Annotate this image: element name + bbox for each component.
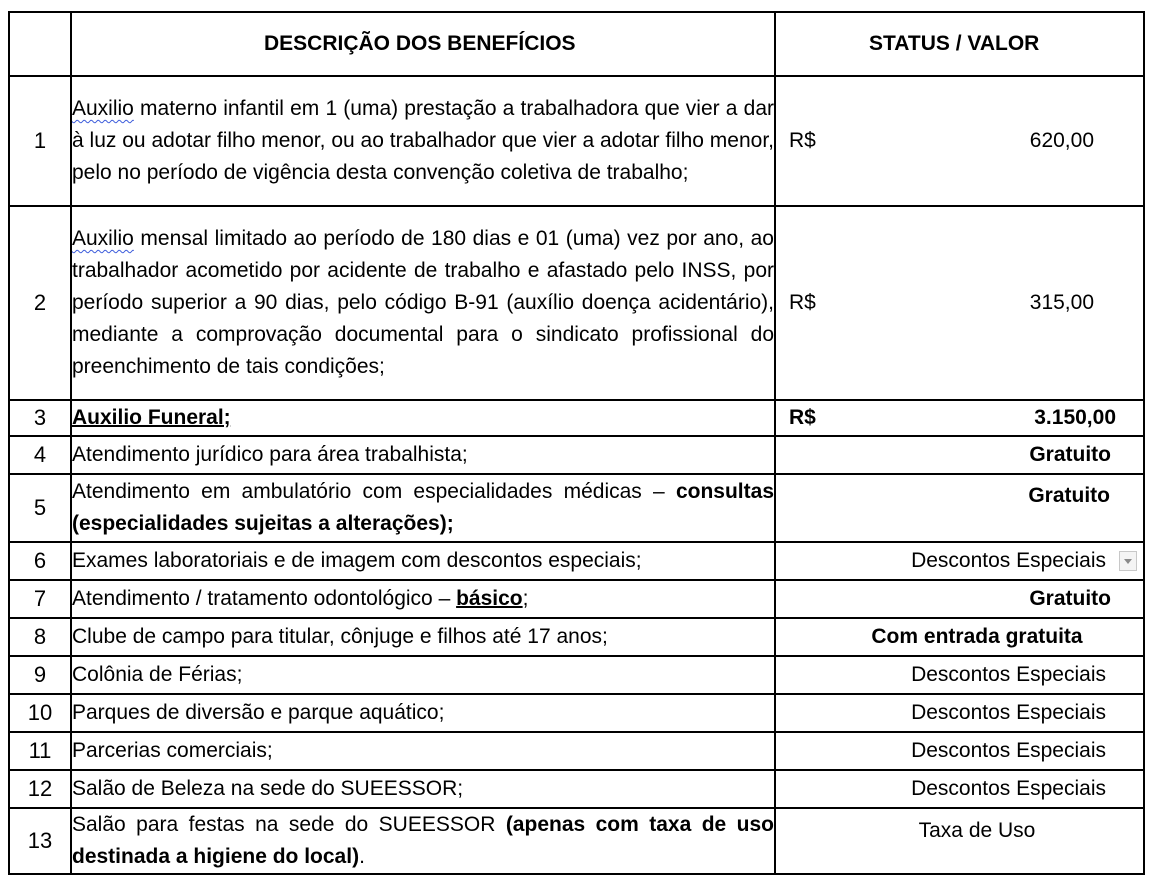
row-number: 3 bbox=[9, 400, 71, 436]
description-bold-text: básico bbox=[456, 587, 523, 610]
status-text: Taxa de Uso bbox=[918, 819, 1036, 842]
row-value bbox=[775, 436, 1144, 474]
row-number: 11 bbox=[9, 732, 71, 770]
row-description bbox=[71, 400, 775, 436]
table-row bbox=[9, 76, 1144, 206]
table-header-row bbox=[9, 12, 1144, 76]
description-end: ; bbox=[522, 587, 529, 610]
row-number: 4 bbox=[9, 436, 71, 474]
row-value bbox=[775, 618, 1144, 656]
row-number: 7 bbox=[9, 580, 71, 618]
description-text: Atendimento em ambulatório com especialidades médicas – bbox=[72, 480, 676, 503]
amount: 3.150,00 bbox=[1034, 406, 1116, 429]
table-row bbox=[9, 656, 1144, 694]
row-description: Exames laboratoriais e de imagem com descontos especiais; bbox=[71, 542, 775, 580]
description-bold-text: consultas (especialidades sujeitas a alterações); bbox=[72, 480, 774, 535]
description-text: materno infantil em 1 (uma) prestação a trabalhadora que vier a dar à luz ou adotar filho menor, ou ao trabalhador que vier a adotar filho menor, pelo no período de vigência desta convenção coletiva de trabalho; bbox=[72, 97, 774, 184]
status-text: Descontos Especiais bbox=[911, 739, 1106, 762]
row-description: Atendimento jurídico para área trabalhista; bbox=[71, 436, 775, 474]
status-text: Gratuito bbox=[1028, 484, 1110, 507]
status-text: Descontos Especiais bbox=[911, 549, 1106, 572]
row-description bbox=[71, 206, 775, 400]
row-value bbox=[775, 694, 1144, 732]
row-value bbox=[775, 206, 1144, 400]
row-number: 6 bbox=[9, 542, 71, 580]
status-text: Descontos Especiais bbox=[911, 777, 1106, 800]
table-row bbox=[9, 808, 1144, 874]
table-row bbox=[9, 732, 1144, 770]
row-number: 8 bbox=[9, 618, 71, 656]
row-description bbox=[71, 808, 775, 874]
row-number: 1 bbox=[9, 76, 71, 206]
row-value bbox=[775, 808, 1144, 874]
row-number: 13 bbox=[9, 808, 71, 874]
benefits-table bbox=[8, 11, 1145, 875]
row-value bbox=[775, 400, 1144, 436]
status-text: Gratuito bbox=[1029, 587, 1111, 610]
row-description bbox=[71, 474, 775, 542]
row-description: Parcerias comerciais; bbox=[71, 732, 775, 770]
row-value bbox=[775, 732, 1144, 770]
row-description: Salão de Beleza na sede do SUEESSOR; bbox=[71, 770, 775, 808]
table-row bbox=[9, 580, 1144, 618]
header-description: DESCRIÇÃO DOS BENEFÍCIOS bbox=[71, 12, 775, 76]
status-text: Com entrada gratuita bbox=[871, 625, 1083, 648]
dropdown-arrow-icon[interactable] bbox=[1119, 551, 1137, 571]
description-bold-text: (apenas com taxa de uso destinada a higiene do local) bbox=[72, 813, 774, 868]
row-value bbox=[775, 542, 1144, 580]
header-num-cell bbox=[9, 12, 71, 76]
description-text: mensal limitado ao período de 180 dias e 01 (uma) vez por ano, ao trabalhador acometido por acidente de trabalho e afastado pelo INSS, por período superior a 90 dias, pelo código B-91 (auxílio doença acidentário), mediante a comprovação documental para o sindicato profissional do preenchimento de tais condições; bbox=[72, 227, 774, 378]
status-text: Descontos Especiais bbox=[911, 663, 1106, 686]
table-row bbox=[9, 618, 1144, 656]
row-number: 12 bbox=[9, 770, 71, 808]
amount: 620,00 bbox=[1029, 129, 1094, 152]
row-number: 9 bbox=[9, 656, 71, 694]
status-text: Descontos Especiais bbox=[911, 701, 1106, 724]
row-value bbox=[775, 474, 1144, 542]
row-description: Colônia de Férias; bbox=[71, 656, 775, 694]
description-end: . bbox=[359, 845, 365, 868]
table-row bbox=[9, 770, 1144, 808]
row-description bbox=[71, 580, 775, 618]
row-description: Parques de diversão e parque aquático; bbox=[71, 694, 775, 732]
row-value bbox=[775, 580, 1144, 618]
row-description bbox=[71, 76, 775, 206]
description-text: Salão para festas na sede do SUEESSOR bbox=[72, 813, 506, 836]
row-number: 5 bbox=[9, 474, 71, 542]
currency-label: R$ bbox=[789, 291, 816, 314]
row-value bbox=[775, 770, 1144, 808]
spellcheck-word[interactable]: Auxilio bbox=[72, 97, 134, 120]
row-number: 10 bbox=[9, 694, 71, 732]
currency-label: R$ bbox=[789, 129, 816, 152]
spellcheck-word[interactable]: Auxilio bbox=[72, 227, 134, 250]
currency-label: R$ bbox=[789, 406, 816, 429]
row-description: Clube de campo para titular, cônjuge e filhos até 17 anos; bbox=[71, 618, 775, 656]
description-text: Atendimento / tratamento odontológico – bbox=[72, 587, 457, 610]
table-row bbox=[9, 474, 1144, 542]
row-number: 2 bbox=[9, 206, 71, 400]
amount: 315,00 bbox=[1029, 291, 1094, 314]
description-text: Auxilio Funeral; bbox=[72, 406, 231, 429]
table-row bbox=[9, 206, 1144, 400]
status-text: Gratuito bbox=[1029, 443, 1111, 466]
row-value bbox=[775, 76, 1144, 206]
table-row bbox=[9, 542, 1144, 580]
table-row bbox=[9, 436, 1144, 474]
table-row bbox=[9, 400, 1144, 436]
table-row bbox=[9, 694, 1144, 732]
header-status-value: STATUS / VALOR bbox=[775, 12, 1144, 76]
row-value bbox=[775, 656, 1144, 694]
